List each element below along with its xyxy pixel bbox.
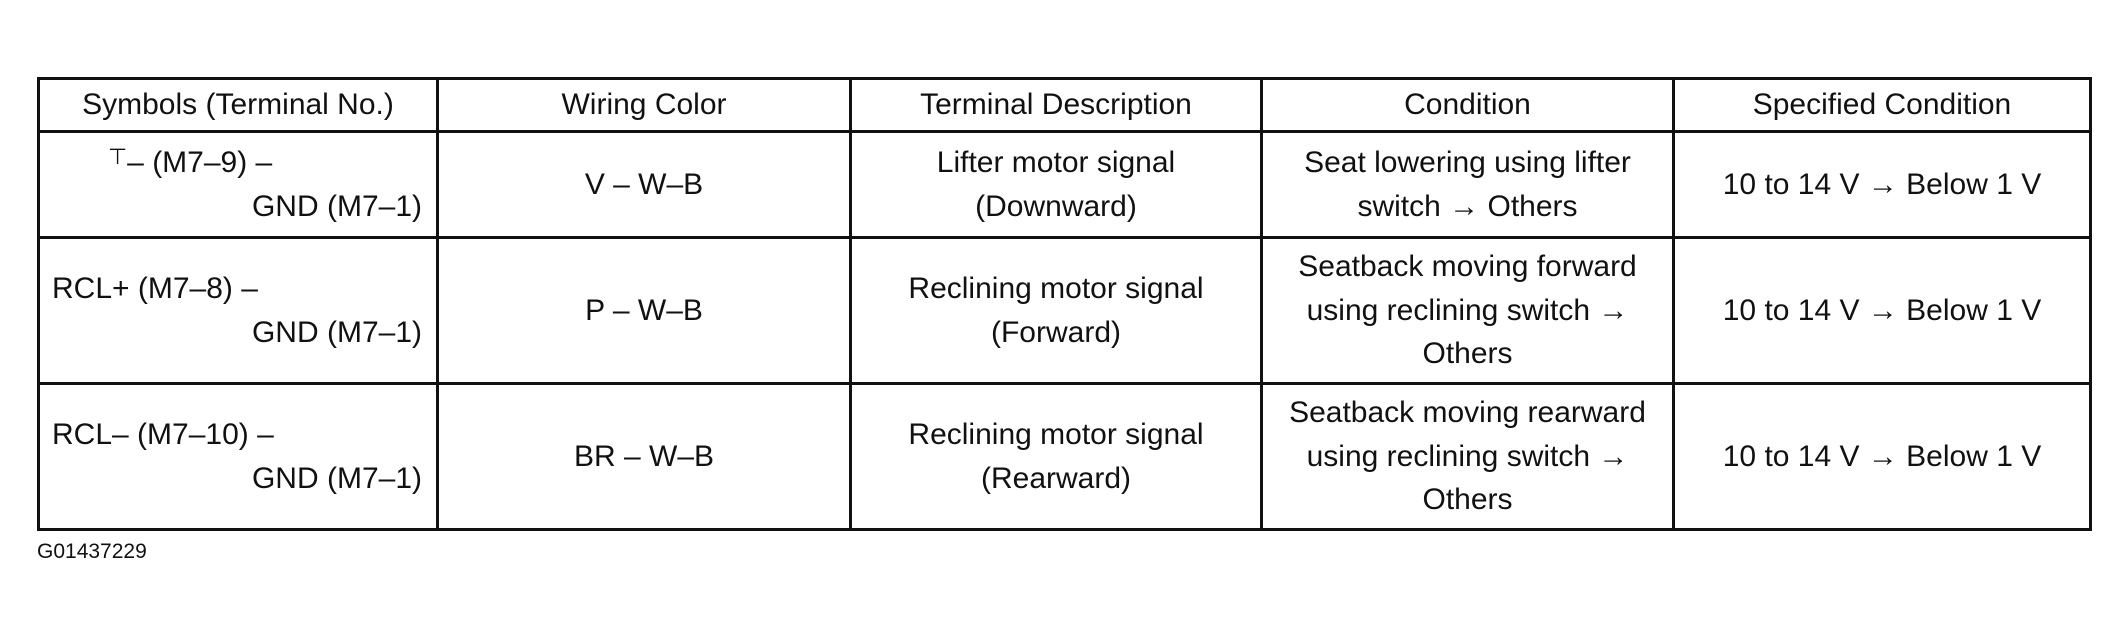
table-row — [39, 238, 2091, 384]
description-line: Reclining motor signal — [908, 418, 1204, 451]
header-wiring-color: Wiring Color — [438, 79, 851, 132]
condition-line: Seatback moving rearward — [1289, 396, 1646, 430]
wiring-color-cell: V – W–B — [438, 132, 851, 238]
description-line: (Downward) — [975, 189, 1137, 223]
table-row — [39, 384, 2091, 530]
description-line: (Forward) — [990, 315, 1121, 349]
terminal-table-container — [37, 77, 2089, 531]
symbol-cell — [39, 238, 438, 384]
header-symbols: Symbols (Terminal No.) — [39, 79, 438, 132]
specified-condition-cell: 10 to 14 V → Below 1 V — [1674, 132, 2091, 238]
condition-line: Seatback moving forward — [1298, 250, 1637, 284]
wiring-color-cell: BR – W–B — [438, 384, 851, 530]
header-condition: Condition — [1262, 79, 1674, 132]
condition-line: Others — [1422, 483, 1513, 517]
terminal-table — [37, 77, 2092, 531]
description-cell — [851, 384, 1262, 530]
header-specified-condition: Specified Condition — [1674, 79, 2091, 132]
specified-condition-cell: 10 to 14 V → Below 1 V — [1674, 238, 2091, 384]
condition-cell — [1262, 132, 1674, 238]
description-line: Reclining motor signal — [908, 272, 1204, 305]
description-line: (Rearward) — [980, 461, 1132, 495]
table-row — [39, 132, 2091, 238]
header-row — [39, 79, 2091, 132]
wiring-color-cell: P – W–B — [438, 238, 851, 384]
symbol-cell — [39, 384, 438, 530]
condition-line: using reclining switch → — [1306, 293, 1629, 327]
condition-cell — [1262, 384, 1674, 530]
condition-cell — [1262, 238, 1674, 384]
symbol-line-1 — [52, 141, 422, 185]
condition-line: switch → Others — [1357, 189, 1578, 223]
symbol-terminal-text: – (M7–9) – — [127, 146, 273, 179]
description-cell — [851, 238, 1262, 384]
header-terminal-description: Terminal Description — [851, 79, 1262, 132]
terminal-symbol-icon: ⊤ — [108, 144, 128, 169]
symbol-line-1: RCL– (M7–10) – — [52, 418, 274, 451]
symbol-line-2: GND (M7–1) — [251, 461, 422, 495]
symbol-line-2: GND (M7–1) — [251, 315, 422, 349]
symbol-line-2: GND (M7–1) — [251, 189, 422, 223]
description-cell — [851, 132, 1262, 238]
symbol-line-1: RCL+ (M7–8) – — [52, 272, 258, 305]
specified-condition-cell: 10 to 14 V → Below 1 V — [1674, 384, 2091, 530]
figure-id: G01437229 — [37, 540, 147, 563]
symbol-cell — [39, 132, 438, 238]
condition-line: Seat lowering using lifter — [1304, 146, 1631, 179]
condition-line: using reclining switch → — [1306, 439, 1629, 473]
condition-line: Others — [1422, 337, 1513, 371]
description-line: Lifter motor signal — [936, 146, 1176, 179]
